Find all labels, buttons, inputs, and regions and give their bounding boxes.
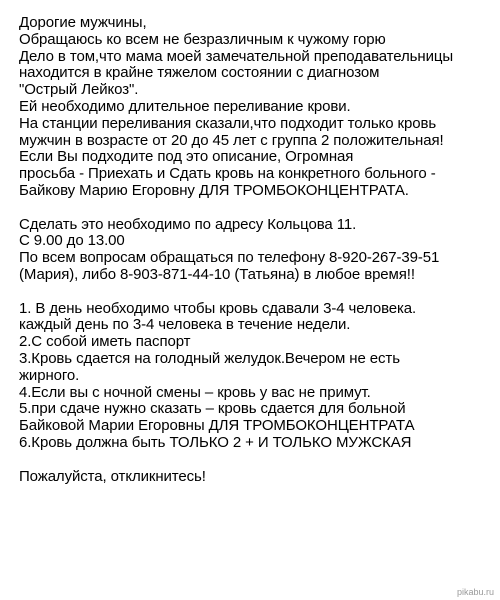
- text-line: просьба - Приехать и Сдать кровь на конкретного больного -: [19, 165, 436, 183]
- text-line: Обращаюсь ко всем не безразличным к чужому горю: [19, 30, 386, 48]
- text-line: Сделать это необходимо по адресу Кольцова 11.: [19, 215, 357, 233]
- paragraph-spacer: [19, 452, 497, 469]
- text-line: Если Вы подходите под это описание, Огромная: [19, 148, 354, 166]
- text-line: 3.Кровь сдается на голодный желудок.Вечером не есть: [19, 349, 400, 367]
- watermark: pikabu.ru: [456, 587, 494, 597]
- text-line: "Острый Лейкоз".: [19, 81, 139, 99]
- text-line: 4.Если вы с ночной смены – кровь у вас не примут.: [19, 383, 371, 401]
- text-line: (Мария), либо 8-903-871-44-10 (Татьяна) в любое время!!: [19, 265, 415, 283]
- text-line: жирного.: [19, 366, 80, 384]
- paragraph-address-and-contacts: [19, 217, 497, 284]
- text-line: Дело в том,что мама моей замечательной преподавательницы: [19, 47, 454, 65]
- text-line: 1. В день необходимо чтобы кровь сдавали 3-4 человека.: [19, 299, 417, 317]
- text-line: находится в крайне тяжелом состоянии с диагнозом: [19, 64, 380, 82]
- text-line: По всем вопросам обращаться по телефону 8-920-267-39-51: [19, 249, 440, 267]
- text-line: Байкову Марию Егоровну ДЛЯ ТРОМБОКОНЦЕНТРАТА.: [19, 181, 409, 199]
- paragraph-requirements-list: [19, 301, 497, 452]
- paragraph-greeting-and-request: [19, 15, 497, 200]
- paragraph-spacer: [19, 200, 497, 217]
- text-line: 5.при сдаче нужно сказать – кровь сдается для больной: [19, 400, 406, 418]
- text-line: 6.Кровь должна быть ТОЛЬКО 2 + И ТОЛЬКО МУЖСКАЯ: [19, 433, 412, 451]
- closing-line: Пожалуйста, откликнитесь!: [19, 467, 206, 485]
- text-line: С 9.00 до 13.00: [19, 232, 125, 250]
- text-line: 2.С собой иметь паспорт: [19, 333, 191, 351]
- text-line: На станции переливания сказали,что подходит только кровь: [19, 114, 437, 132]
- text-line: Ей необходимо длительное переливание крови.: [19, 97, 351, 115]
- appeal-text: [19, 15, 497, 485]
- paragraph-spacer: [19, 284, 497, 301]
- text-line: мужчин в возрасте от 20 до 45 лет с группа 2 положительная!: [19, 131, 444, 149]
- text-line: Байковой Марии Егоровны ДЛЯ ТРОМБОКОНЦЕНТРАТА: [19, 417, 415, 435]
- text-line: каждый день по 3-4 человека в течение недели.: [19, 316, 351, 334]
- text-line: Дорогие мужчины,: [19, 14, 147, 31]
